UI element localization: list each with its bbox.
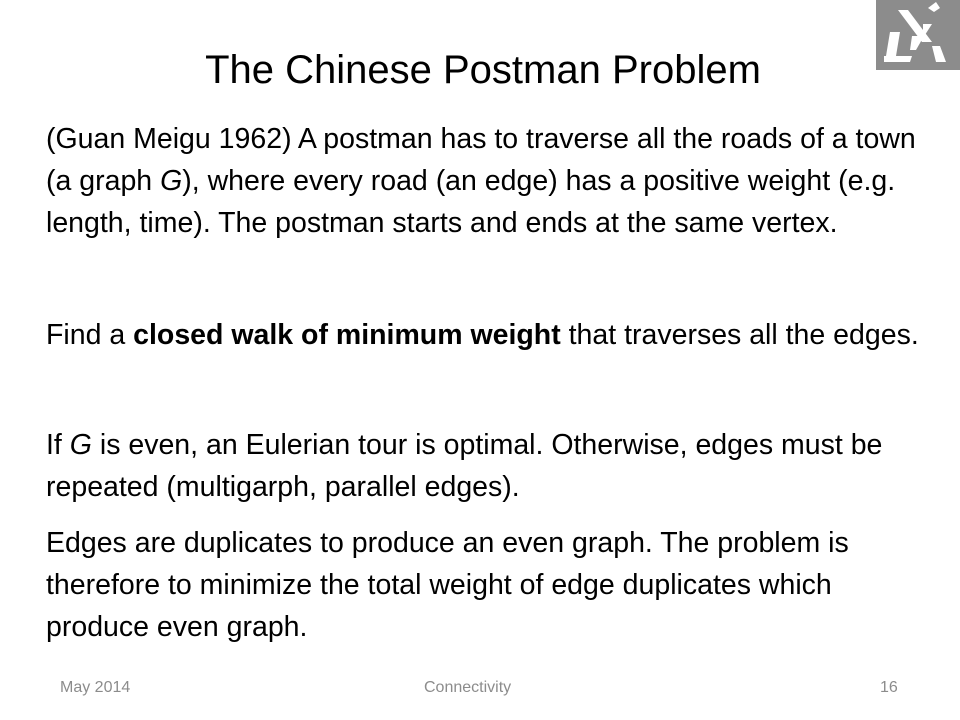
- graph-symbol: G: [160, 165, 183, 197]
- duplicates-paragraph: Edges are duplicates to produce an even graph. The problem is therefore to minimize the total weight of edge duplicates which produce even graph.: [46, 527, 849, 643]
- eulerian-text-start: If: [46, 429, 70, 461]
- intro-text-end: ), where every road (an edge) has a positive weight (e.g. length, time). The postman starts and ends at the same vertex.: [46, 165, 896, 239]
- intro-text-start: (Guan Meigu 1962) A postman has to traverse all the roads of a town (a graph: [46, 123, 916, 197]
- objective-text-start: Find a: [46, 319, 134, 351]
- intro-paragraph: [46, 118, 926, 244]
- graph-symbol: G: [69, 429, 92, 461]
- footer-page-number: 16: [880, 679, 898, 696]
- objective-emphasis: closed walk of minimum weight: [133, 319, 561, 351]
- slide-title: The Chinese Postman Problem: [205, 48, 761, 92]
- footer-topic: Connectivity: [424, 679, 512, 696]
- objective-text-end: that traverses all the edges.: [560, 319, 919, 351]
- footer-date: May 2014: [60, 679, 131, 696]
- eulerian-paragraph: [46, 424, 926, 508]
- eulerian-text-end: is even, an Eulerian tour is optimal. Otherwise, edges must be repeated (multigarph, parallel edges).: [46, 429, 883, 503]
- objective-paragraph: [46, 314, 926, 356]
